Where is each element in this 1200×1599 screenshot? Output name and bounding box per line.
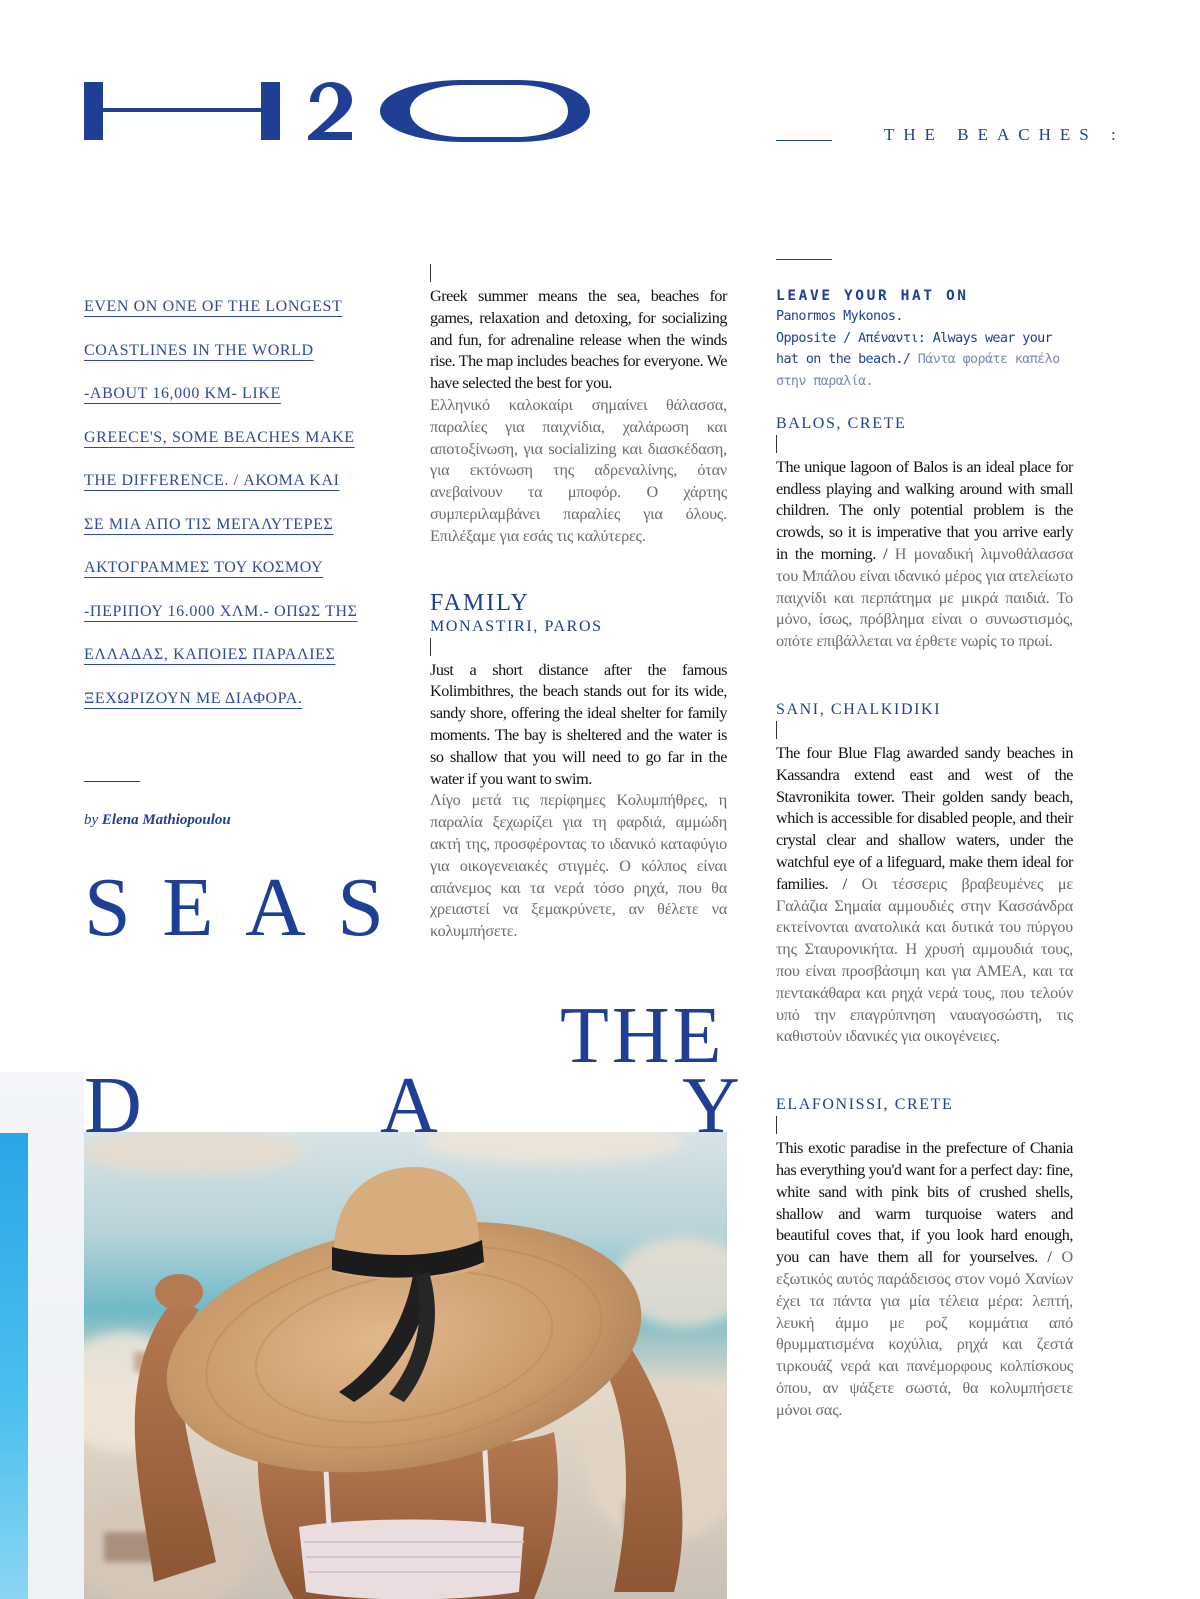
family-text-gr: Λίγο μετά τις περίφημες Κολυμπήθρες, η παραλία ξεχωρίζει για τη φαρδιά, αμμώδη ακτή της, προσφέροντας το ιδανικό καταφύγιο για οικογενειακές στιγμές. Ο κόλπος είναι απάνεμος και τα νερά τόσο ρηχά, που θα χρειαστεί να ξεμακρύνετε, αν θέλετε να κολυμπήσετε.: [430, 791, 727, 941]
caption-heading: LEAVE YOUR HAT ON: [776, 288, 969, 304]
caption-text-en: Always wear your hat on the beach./: [776, 330, 1053, 368]
balos-text-gr: Η μοναδική λιμνοθάλασσα του Μπάλου είναι ιδανικό μέρος για ατελείωτο παιχνίδι και περπάτημα με μικρά παιδιά. Το μόνο, ίσως, πρόβλημα είναι ο συνωστισμός, οπότε επιβάλλεται να έρθετε νωρίς το πρωί.: [776, 545, 1073, 651]
family-location: MONASTIRI, PAROS: [430, 617, 603, 635]
middle-column: [430, 264, 727, 943]
section-label: THE BEACHES :: [884, 125, 1125, 144]
intro-line: GREECE'S, SOME BEACHES MAKE: [84, 428, 355, 446]
title-letter: A: [380, 1062, 438, 1150]
balos-text-en: The unique lagoon of Balos is an ideal place for endless playing and walking around with small children. The only potential problem is the crowds, so it is imperative that you arrive early in the morning. /: [776, 457, 1073, 563]
byline-rule: [84, 781, 140, 782]
intro-line: ΑΚΤΟΓΡΑΜΜΕΣ ΤΟΥ ΚΟΣΜΟΥ: [84, 559, 324, 576]
woman-in-straw-hat-photo: [84, 1132, 727, 1599]
text-marker: [430, 264, 431, 282]
intro-line: -ΠΕΡΙΠΟΥ 16.000 ΧΛΜ.- ΟΠΩΣ ΤΗΣ: [84, 602, 358, 620]
title-letter: A: [245, 861, 306, 954]
title-letter: S: [337, 861, 384, 954]
caption-place: Panormos Mykonos.: [776, 309, 903, 324]
masthead-logo: [84, 80, 594, 144]
title-letter: E: [162, 861, 214, 954]
byline-prefix: by: [84, 812, 99, 828]
title-seas: [84, 861, 384, 954]
intro-line: ΞΕΧΩΡΙΖΟΥΝ ΜΕ ΔΙΑΦΟΡΑ.: [84, 689, 303, 707]
byline: [84, 812, 231, 829]
intro-text-en: Greek summer means the sea, beaches for games, relaxation and detoxing, for socializing and fun, for adrenaline release when the winds rise. The map includes beaches for everyone. We have selected the best for you.: [430, 287, 727, 393]
intro-line: THE DIFFERENCE. / ΑΚΟΜΑ ΚΑΙ: [84, 472, 340, 489]
photo-caption: [776, 306, 1073, 393]
right-column: [776, 259, 1073, 1422]
family-text-en: Just a short distance after the famous Kolimbithres, the beach stands out for its wide, sandy shore, offering the ideal shelter for family moments. The bay is sheltered and the water is so shallow that you will need to go far in the water if you want to swim.: [430, 660, 727, 788]
intro-line: ΕΛΛΑΔΑΣ, ΚΑΠΟΙΕΣ ΠΑΡΑΛΙΕΣ: [84, 646, 336, 663]
title-letter: D: [84, 1062, 142, 1150]
caption-rule: [776, 259, 832, 260]
text-marker: [776, 435, 777, 453]
balos-location: BALOS, CRETE: [776, 414, 907, 432]
sani-text-gr: Οι τέσσερις βραβευμένες με Γαλάζια Σημαία αμμουδιές στην Κασσάνδρα εκτείνονται ανατολικά και δυτικά του πύργου της Σταυρονικήτα. Η χρυσή αμμουδιά τους, που είναι προσβάσιμη και για ΑΜΕΑ, και τα πεντακάθαρα και ρηχά νερά τους, που τελούν υπό την επαγρύπνηση ναυαγοσώστη, τις καθιστούν ιδανικές για οικογένειες.: [776, 874, 1073, 1046]
sani-text-en: The four Blue Flag awarded sandy beaches in Kassandra extend east and west of the Stavronikita tower. Their golden sandy beach, which is accessible for disabled people, and their crystal clear and shallow waters, under the watchful eye of a lifeguard, make them ideal for families. /: [776, 743, 1073, 893]
intro-line: ΣΕ ΜΙΑ ΑΠΟ ΤΙΣ ΜΕΓΑΛΥΤΕΡΕΣ: [84, 515, 334, 533]
sani-paragraph: [776, 743, 1073, 1048]
intro-block: [84, 285, 384, 720]
text-marker: [430, 638, 431, 656]
elafonissi-paragraph: [776, 1138, 1073, 1421]
title-letter: S: [84, 861, 131, 954]
text-marker: [776, 721, 777, 739]
title-the: THE: [560, 992, 725, 1080]
elafonissi-text-en: This exotic paradise in the prefecture of Chania has everything you'd want for a perfect day: fine, white sand with pink bits of crushed shells, shallow and warm turquoise waters and beautiful coves that, if you look hard enough, you can have them all for yourselves. /: [776, 1139, 1073, 1267]
byline-author: Elena Mathiopoulou: [101, 812, 231, 828]
intro-line: -ABOUT 16,000 KM- LIKE: [84, 385, 281, 402]
balos-paragraph: [776, 457, 1073, 653]
intro-line: COASTLINES IN THE WORLD: [84, 341, 314, 359]
sani-location: SANI, CHALKIDIKI: [776, 700, 942, 718]
title-letter: Y: [682, 1062, 740, 1150]
blue-accent-strip: [0, 1133, 28, 1599]
intro-text-gr: Ελληνικό καλοκαίρι σημαίνει θάλασσα, παραλίες για παιχνίδια, χαλάρωση και αποτοξίνωση, για socializing και διασκέδαση, για εκτόνωση της αδρεναλίνης, όταν ανεβαίνουν τα μποφόρ. Ο χάρτης συμπεριλαμβάνει παραλίες για όλους. Επιλέξαμε για εσάς τις καλύτερες.: [430, 395, 727, 545]
caption-text-gr: Πάντα φοράτε καπέλο στην παραλία.: [776, 352, 1060, 390]
elafonissi-location: ELAFONISSI, CRETE: [776, 1096, 954, 1114]
elafonissi-text-gr: Ο εξωτικός αυτός παράδεισος στον νομό Χανίων έχει τα πάντα για μία τέλεια μέρα: λεπτή, λευκή άμμο με ροζ κομμάτια από θρυμματισμένα κοχύλια, ρηχά και ζεστά τιρκουάζ νερά και πανέμορφους κολπίσκους όπου, αν ψάξετε σωστά, θα κολυμπήσετε μόνοι σας.: [776, 1248, 1073, 1419]
caption-opposite: Opposite / Απέναντι:: [776, 330, 926, 346]
intro-line: EVEN ON ONE OF THE LONGEST: [84, 298, 343, 315]
text-marker: [776, 1116, 777, 1134]
section-rule: [776, 140, 832, 141]
family-heading: FAMILY: [430, 589, 530, 616]
